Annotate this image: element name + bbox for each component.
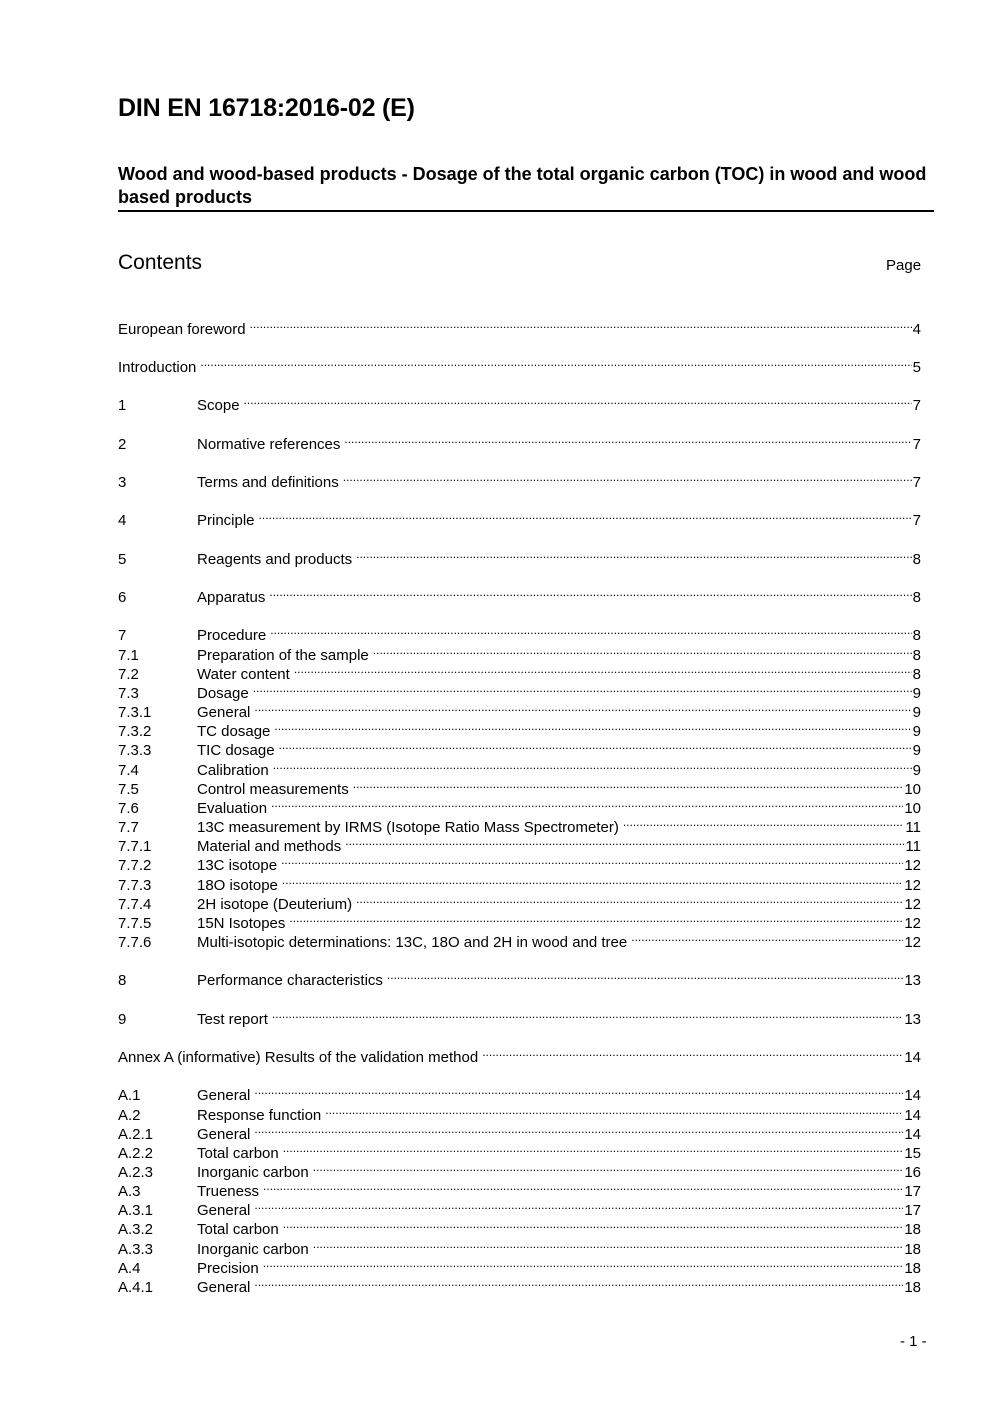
toc-dot-leader bbox=[325, 1101, 903, 1120]
toc-dot-leader bbox=[623, 813, 905, 832]
toc-entry-number: 7.3.3 bbox=[118, 742, 152, 759]
toc-entry-title: Inorganic carbon bbox=[197, 1241, 309, 1258]
toc-entry-title: Principle bbox=[197, 512, 255, 529]
toc-entry-page: 13 bbox=[904, 1011, 921, 1028]
toc-entry-title: Evaluation bbox=[197, 800, 268, 817]
toc-entry-title: Procedure bbox=[197, 627, 267, 644]
toc-dot-leader bbox=[259, 506, 912, 525]
toc-dot-leader bbox=[272, 1005, 903, 1024]
toc-entry[interactable] bbox=[118, 1081, 921, 1104]
toc-entry-page: 12 bbox=[904, 877, 921, 894]
toc-entry-title: Dosage bbox=[197, 685, 249, 702]
toc-entry-title: Total carbon bbox=[197, 1145, 279, 1162]
toc-entry[interactable] bbox=[118, 1273, 921, 1296]
toc-entry[interactable] bbox=[118, 1139, 921, 1162]
toc-entry-number: A.4.1 bbox=[118, 1279, 154, 1296]
toc-dot-leader bbox=[482, 1043, 903, 1062]
toc-entry-number: 7.7.4 bbox=[118, 896, 152, 913]
toc-entry-page: 9 bbox=[912, 762, 921, 779]
toc-entry-title: General bbox=[197, 1087, 251, 1104]
toc-entry-number: 5 bbox=[118, 551, 127, 568]
toc-entry[interactable] bbox=[118, 966, 921, 989]
toc-dot-leader bbox=[270, 621, 911, 640]
toc-entry-title: Total carbon bbox=[197, 1221, 279, 1238]
toc-entry-number: 7.5 bbox=[118, 781, 139, 798]
toc-entry-title: TC dosage bbox=[197, 723, 271, 740]
toc-entry-title: Calibration bbox=[197, 762, 269, 779]
toc-entry[interactable] bbox=[118, 1196, 921, 1219]
toc-entry-page: 9 bbox=[912, 704, 921, 721]
toc-entry-number: 7.7.5 bbox=[118, 915, 152, 932]
toc-entry-page: 11 bbox=[905, 838, 921, 855]
toc-entry-title: Reagents and products bbox=[197, 551, 353, 568]
toc-entry-title: General bbox=[197, 1126, 251, 1143]
toc-entry-number: A.2.2 bbox=[118, 1145, 154, 1162]
toc-entry-title: European foreword bbox=[118, 321, 246, 338]
toc-entry-number: 7.7.2 bbox=[118, 857, 152, 874]
toc-entry-page: 7 bbox=[912, 512, 921, 529]
toc-entry-number: A.2.3 bbox=[118, 1164, 154, 1181]
toc-entry[interactable] bbox=[118, 813, 921, 836]
toc-entry-title: Annex A (informative) Results of the validation method bbox=[118, 1049, 479, 1066]
toc-dot-leader bbox=[254, 1196, 903, 1215]
toc-entry[interactable] bbox=[118, 1043, 921, 1066]
toc-entry-number: A.2 bbox=[118, 1107, 141, 1124]
toc-entry[interactable] bbox=[118, 583, 921, 606]
toc-entry-title: Control measurements bbox=[197, 781, 349, 798]
toc-entry[interactable] bbox=[118, 621, 921, 644]
toc-entry[interactable] bbox=[118, 890, 921, 913]
document-id: DIN EN 16718:2016-02 (E) bbox=[118, 94, 415, 122]
toc-entry[interactable] bbox=[118, 506, 921, 529]
toc-entry-number: A.3 bbox=[118, 1183, 141, 1200]
toc-dot-leader bbox=[244, 391, 912, 410]
toc-entry-title: General bbox=[197, 1279, 251, 1296]
toc-entry-number: A.2.1 bbox=[118, 1126, 154, 1143]
toc-entry[interactable] bbox=[118, 545, 921, 568]
toc-entry-number: 7.3.1 bbox=[118, 704, 152, 721]
toc-entry-number: 7.2 bbox=[118, 666, 139, 683]
page-column-heading: Page bbox=[886, 257, 922, 274]
toc-dot-leader bbox=[263, 1177, 903, 1196]
toc-entry[interactable] bbox=[118, 1101, 921, 1124]
toc-entry-page: 9 bbox=[912, 723, 921, 740]
toc-entry[interactable] bbox=[118, 315, 921, 338]
toc-entry[interactable] bbox=[118, 698, 921, 721]
toc-entry-page: 14 bbox=[904, 1049, 921, 1066]
toc-entry-number: 7.4 bbox=[118, 762, 139, 779]
toc-entry[interactable] bbox=[118, 641, 921, 664]
toc-dot-leader bbox=[343, 468, 912, 487]
toc-entry-page: 11 bbox=[905, 819, 921, 836]
toc-dot-leader bbox=[281, 851, 903, 870]
toc-entry[interactable] bbox=[118, 430, 921, 453]
toc-dot-leader bbox=[273, 756, 912, 775]
toc-entry-number: 3 bbox=[118, 474, 127, 491]
toc-entry-title: Multi-isotopic determinations: 13C, 18O and 2H in wood and tree bbox=[197, 934, 628, 951]
toc-entry-page: 15 bbox=[904, 1145, 921, 1162]
toc-entry-page: 8 bbox=[912, 589, 921, 606]
toc-entry-number: 7.7.1 bbox=[118, 838, 152, 855]
toc-dot-leader bbox=[254, 1120, 903, 1139]
toc-entry-page: 18 bbox=[904, 1221, 921, 1238]
toc-entry[interactable] bbox=[118, 928, 921, 951]
toc-entry-title: General bbox=[197, 704, 251, 721]
toc-entry-page: 17 bbox=[904, 1183, 921, 1200]
toc-entry[interactable] bbox=[118, 736, 921, 759]
toc-entry-number: A.1 bbox=[118, 1087, 141, 1104]
toc-entry-page: 10 bbox=[904, 800, 921, 817]
toc-entry[interactable] bbox=[118, 468, 921, 491]
toc-entry[interactable] bbox=[118, 871, 921, 894]
toc-entry-number: 4 bbox=[118, 512, 127, 529]
toc-dot-leader bbox=[269, 583, 911, 602]
toc-entry-page: 8 bbox=[912, 647, 921, 664]
toc-entry-number: 8 bbox=[118, 972, 127, 989]
toc-dot-leader bbox=[631, 928, 903, 947]
toc-entry-title: Material and methods bbox=[197, 838, 342, 855]
toc-entry-number: 7.1 bbox=[118, 647, 139, 664]
toc-entry-number: A.3.2 bbox=[118, 1221, 154, 1238]
toc-dot-leader bbox=[313, 1235, 904, 1254]
toc-dot-leader bbox=[289, 909, 903, 928]
toc-entry-number: 7.7 bbox=[118, 819, 139, 836]
toc-entry[interactable] bbox=[118, 832, 921, 855]
toc-dot-leader bbox=[356, 890, 903, 909]
toc-entry-page: 8 bbox=[912, 627, 921, 644]
toc-entry-title: Terms and definitions bbox=[197, 474, 339, 491]
toc-dot-leader bbox=[283, 1215, 904, 1234]
toc-dot-leader bbox=[356, 545, 912, 564]
toc-entry[interactable] bbox=[118, 660, 921, 683]
toc-entry-title: Precision bbox=[197, 1260, 259, 1277]
toc-entry-title: Performance characteristics bbox=[197, 972, 383, 989]
toc-dot-leader bbox=[253, 679, 912, 698]
document-title: Wood and wood-based products - Dosage of the total organic carbon (TOC) in wood and wood based products bbox=[118, 163, 934, 212]
toc-entry-page: 12 bbox=[904, 896, 921, 913]
toc-entry-page: 13 bbox=[904, 972, 921, 989]
toc-entry-number: A.3.3 bbox=[118, 1241, 154, 1258]
toc-dot-leader bbox=[263, 1254, 904, 1273]
toc-entry-page: 8 bbox=[912, 666, 921, 683]
toc-entry-title: 18O isotope bbox=[197, 877, 278, 894]
toc-entry[interactable] bbox=[118, 756, 921, 779]
toc-entry-page: 9 bbox=[912, 685, 921, 702]
contents-heading: Contents bbox=[118, 251, 203, 274]
toc-entry[interactable] bbox=[118, 1005, 921, 1028]
toc-dot-leader bbox=[353, 775, 904, 794]
toc-dot-leader bbox=[279, 736, 912, 755]
toc-entry-page: 12 bbox=[904, 857, 921, 874]
toc-entry-title: TIC dosage bbox=[197, 742, 275, 759]
page-number: - 1 - bbox=[900, 1333, 927, 1350]
toc-entry-page: 7 bbox=[912, 397, 921, 414]
toc-entry-number: 7.3.2 bbox=[118, 723, 152, 740]
toc-entry-title: General bbox=[197, 1202, 251, 1219]
toc-entry-title: Trueness bbox=[197, 1183, 259, 1200]
toc-entry-number: 7.6 bbox=[118, 800, 139, 817]
toc-dot-leader bbox=[294, 660, 912, 679]
toc-entry-title: 15N Isotopes bbox=[197, 915, 286, 932]
toc-dot-leader bbox=[344, 430, 911, 449]
toc-entry-number: 7 bbox=[118, 627, 127, 644]
toc-entry-title: Introduction bbox=[118, 359, 197, 376]
toc-entry-title: Response function bbox=[197, 1107, 322, 1124]
toc-entry-title: Test report bbox=[197, 1011, 268, 1028]
toc-entry-number: A.3.1 bbox=[118, 1202, 154, 1219]
toc-entry[interactable] bbox=[118, 1177, 921, 1200]
toc-entry-page: 8 bbox=[912, 551, 921, 568]
toc-entry-page: 5 bbox=[912, 359, 921, 376]
toc-dot-leader bbox=[250, 315, 912, 334]
toc-entry-page: 14 bbox=[904, 1087, 921, 1104]
toc-entry-number: A.4 bbox=[118, 1260, 141, 1277]
toc-entry[interactable] bbox=[118, 717, 921, 740]
toc-entry-title: Scope bbox=[197, 397, 240, 414]
toc-entry-page: 16 bbox=[904, 1164, 921, 1181]
toc-dot-leader bbox=[387, 966, 903, 985]
toc-dot-leader bbox=[271, 794, 903, 813]
toc-dot-leader bbox=[254, 1081, 903, 1100]
toc-entry-page: 12 bbox=[904, 934, 921, 951]
toc-dot-leader bbox=[254, 698, 911, 717]
toc-entry[interactable] bbox=[118, 851, 921, 874]
toc-entry[interactable] bbox=[118, 1254, 921, 1277]
toc-entry-page: 17 bbox=[904, 1202, 921, 1219]
toc-dot-leader bbox=[282, 871, 903, 890]
toc-entry[interactable] bbox=[118, 1235, 921, 1258]
toc-dot-leader bbox=[283, 1139, 904, 1158]
toc-entry[interactable] bbox=[118, 1215, 921, 1238]
toc-entry-page: 14 bbox=[904, 1126, 921, 1143]
toc-entry-title: 13C measurement by IRMS (Isotope Ratio Mass Spectrometer) bbox=[197, 819, 619, 836]
toc-dot-leader bbox=[345, 832, 904, 851]
toc-entry-page: 18 bbox=[904, 1260, 921, 1277]
toc-entry-page: 10 bbox=[904, 781, 921, 798]
toc-dot-leader bbox=[200, 353, 911, 372]
toc-entry-title: Apparatus bbox=[197, 589, 266, 606]
toc-entry-number: 7.7.3 bbox=[118, 877, 152, 894]
toc-entry[interactable] bbox=[118, 794, 921, 817]
toc-entry-title: Normative references bbox=[197, 436, 341, 453]
toc-entry[interactable] bbox=[118, 391, 921, 414]
toc-entry-page: 7 bbox=[912, 436, 921, 453]
toc-entry-number: 1 bbox=[118, 397, 127, 414]
toc-entry-page: 7 bbox=[912, 474, 921, 491]
toc-entry[interactable] bbox=[118, 909, 921, 932]
toc-entry-number: 9 bbox=[118, 1011, 127, 1028]
toc-dot-leader bbox=[373, 641, 912, 660]
toc-entry-page: 18 bbox=[904, 1279, 921, 1296]
toc-entry-title: 13C isotope bbox=[197, 857, 278, 874]
toc-entry-title: Preparation of the sample bbox=[197, 647, 369, 664]
toc-entry-page: 9 bbox=[912, 742, 921, 759]
toc-entry-page: 4 bbox=[912, 321, 921, 338]
toc-entry-title: Inorganic carbon bbox=[197, 1164, 309, 1181]
toc-entry-title: Water content bbox=[197, 666, 290, 683]
toc-entry[interactable] bbox=[118, 353, 921, 376]
toc-entry-number: 2 bbox=[118, 436, 127, 453]
toc-entry-page: 18 bbox=[904, 1241, 921, 1258]
toc-dot-leader bbox=[254, 1273, 903, 1292]
toc-entry-number: 7.7.6 bbox=[118, 934, 152, 951]
toc-dot-leader bbox=[313, 1158, 904, 1177]
toc-entry[interactable] bbox=[118, 1158, 921, 1181]
toc-entry[interactable] bbox=[118, 679, 921, 702]
toc-dot-leader bbox=[274, 717, 911, 736]
toc-entry-page: 12 bbox=[904, 915, 921, 932]
toc-entry-number: 7.3 bbox=[118, 685, 139, 702]
toc-entry-number: 6 bbox=[118, 589, 127, 606]
toc-entry-title: 2H isotope (Deuterium) bbox=[197, 896, 353, 913]
toc-entry[interactable] bbox=[118, 1120, 921, 1143]
toc-entry-page: 14 bbox=[904, 1107, 921, 1124]
toc-entry[interactable] bbox=[118, 775, 921, 798]
